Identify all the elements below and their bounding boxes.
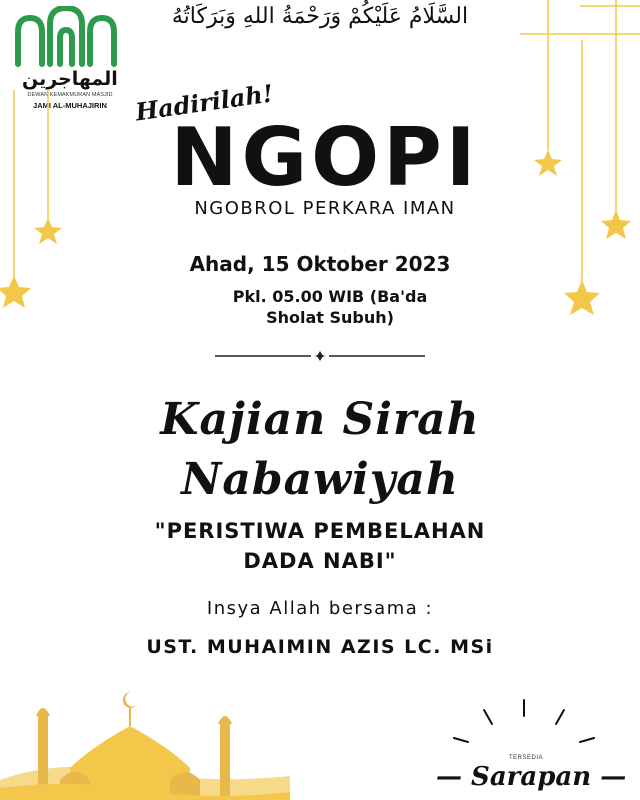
star-icon	[564, 280, 600, 315]
topic-theme-line1: "PERISTIWA PEMBELAHAN	[154, 519, 486, 543]
event-time-line1: Pkl. 05.00 WIB (Ba'da	[232, 287, 428, 306]
sunburst-icon	[440, 696, 620, 756]
star-icon	[34, 218, 62, 244]
arabic-greeting: السَّلَامُ عَلَيْكُمْ وَرَحْمَةُ اللهِ وَبَرَكَاتُهُ	[171, 4, 469, 29]
topic-title-line1: Kajian Sirah	[160, 394, 480, 445]
event-time	[200, 286, 460, 328]
hanging-stars-right	[510, 0, 640, 330]
topic-title	[80, 390, 560, 510]
mosque-silhouette-icon	[0, 688, 290, 800]
star-icon	[0, 276, 31, 308]
topic-theme-line2: DADA NABI"	[243, 549, 397, 573]
speaker-intro: Insya Allah bersama :	[206, 598, 434, 619]
logo-subtitle: DEWAN KEMAKMURAN MASJID	[27, 92, 113, 98]
mosque-logo	[8, 6, 128, 110]
star-icon	[534, 150, 562, 176]
invite-text: Hadirilah!	[133, 78, 275, 127]
mosque-logo-icon	[8, 6, 128, 68]
speaker-name: UST. MUHAIMIN AZIS LC. MSi	[146, 636, 494, 658]
star-icon	[601, 210, 631, 239]
breakfast-label: TERSEDIA	[508, 755, 543, 761]
topic-theme	[80, 516, 560, 576]
logo-arabic-text: المهاجرين	[22, 68, 118, 90]
event-date: Ahad, 15 Oktober 2023	[189, 252, 451, 276]
event-subtitle: NGOBROL PERKARA IMAN	[194, 198, 456, 219]
topic-title-line2: Nabawiyah	[181, 454, 459, 505]
ornament-divider	[215, 350, 425, 362]
event-title: NGOPI	[170, 111, 480, 204]
event-time-line2: Sholat Subuh)	[266, 308, 394, 327]
logo-name: JAMI AL-MUHAJIRIN	[33, 101, 107, 110]
breakfast-text: — Sarapan —	[436, 762, 627, 792]
hanging-stars-left	[0, 90, 80, 330]
